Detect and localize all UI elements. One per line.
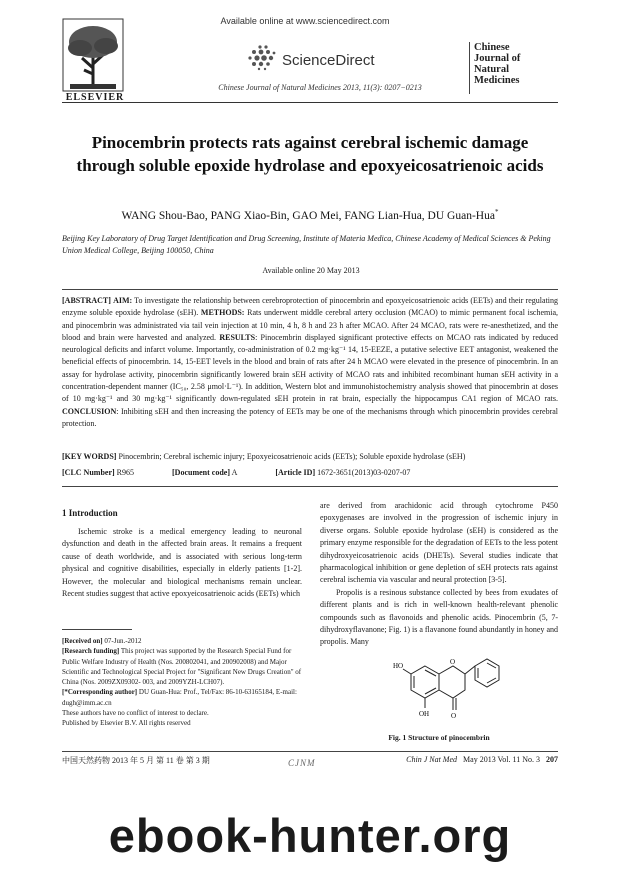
keywords-label: [KEY WORDS] bbox=[62, 452, 117, 461]
pinocembrin-structure bbox=[395, 648, 505, 728]
figure-caption: Fig. 1 Structure of pinocembrin bbox=[388, 733, 490, 742]
methods-text: Rats underwent middle cerebral artery occlusion (MCAO) to mimic permanent focal ischemia, and pinocembrin was administrated via tail vein injection at 10 min, 4 h, 8 h and 23 h after MCAO. After 24 MCAO, rats were re-anesthetized, and the blood and brain were harvested and analyzed. bbox=[62, 308, 559, 342]
corresponding-label: [*Corresponding author] bbox=[62, 688, 138, 697]
article-id bbox=[275, 468, 428, 477]
journal-name-line: Chinese bbox=[474, 42, 510, 53]
keywords-text: Pinocembrin; Cerebral ischemic injury; Epoxyeicosatrienoic acids (EETs); Soluble epoxide hydrolase (sEH) bbox=[118, 452, 466, 461]
abstract-top-rule bbox=[62, 289, 558, 290]
ketone-o-label: O bbox=[451, 712, 457, 720]
article-id-value: 1672-3651(2013)03-0207-07 bbox=[317, 468, 411, 477]
received-label: [Received on] bbox=[62, 637, 103, 645]
footer-issue: May 2013 Vol. 11 No. 3 bbox=[463, 755, 540, 764]
oh-label: OH bbox=[419, 710, 430, 718]
ring-o-label: O bbox=[450, 658, 456, 666]
body-paragraph: Propolis is a resinous substance collected by bees from exudates of different plants and is rich in well-known health-relevant phenolic compounds such as flavonoids and phenolic acids. Pinocembrin (5, 7-dihydroxyflavanone; Fig. 1) is a flavanone found abundantly in honey and propolis. Many bbox=[320, 587, 558, 647]
affiliation: Beijing Key Laboratory of Drug Target Identification and Drug Screening, Institute of Materia Medica, Chinese Academy of Medical Sciences & Peking Union Medical College, Beijing 100050, China bbox=[62, 234, 551, 255]
cjnm-logo: CJNM bbox=[288, 758, 316, 768]
author-names: WANG Shou-Bao, PANG Xiao-Bin, GAO Mei, FANG Lian-Hua, DU Guan-Hua bbox=[121, 209, 495, 222]
sciencedirect-brand: ScienceDirect bbox=[282, 52, 375, 69]
funding-text: This project was supported by the Research Special Fund for Public Welfare Industry of Health (Nos. 200802041, and 200902008) and Major Scientific and Technological Special Project for "Significant New Drugs Creation" of China (Nos. 2009ZX09302- 003, and 2009YZH-LCH07). bbox=[62, 647, 302, 687]
publisher-name: ELSEVIER bbox=[65, 92, 125, 103]
corresponding-mark: * bbox=[494, 208, 499, 216]
clc-value: R965 bbox=[116, 468, 135, 477]
footer-right bbox=[360, 755, 558, 764]
funding-note bbox=[62, 646, 302, 687]
right-column bbox=[320, 500, 558, 649]
footer-rule bbox=[62, 751, 558, 752]
author-list bbox=[70, 208, 550, 222]
clc-number bbox=[62, 468, 152, 477]
corresponding-note bbox=[62, 687, 302, 708]
journal-citation: Chinese Journal of Natural Medicines 2013, 11(3): 0207−0213 bbox=[218, 83, 422, 92]
conclusion-text: : Inhibiting sEH and then increasing the potency of EETs may be one of the mechanisms through which pinocembrin provides cerebral protection. bbox=[62, 406, 558, 428]
footnotes bbox=[62, 636, 302, 729]
left-column bbox=[62, 526, 302, 600]
results-label: RESULTS bbox=[219, 332, 256, 342]
aim-text: To investigate the relationship between cerebroprotection of pinocembrin and epoxyeicosatrienoic acids (EETs) and their regulating enzyme soluble epoxide hydrolase (sEH). bbox=[62, 296, 559, 318]
body-paragraph: Ischemic stroke is a medical emergency leading to neuronal dysfunction and death in the affected brain areas. It remains a frequent cause of death worldwide, and is associated with serious long-term physical and cognitive disabilities, especially in elderly patients [1-2]. However, the molecular and biological mechanisms remain unclear. Recent studies suggest that active epoxyeicosatrienoic acids (EETs) which bbox=[62, 527, 302, 599]
received-date: 07-Jun.-2012 bbox=[104, 637, 142, 645]
conflict-note: These authors have no conflict of interest to declare. bbox=[62, 709, 209, 718]
section-heading: 1 Introduction bbox=[62, 508, 118, 518]
abstract-bottom-rule bbox=[62, 486, 558, 487]
document-code bbox=[172, 468, 255, 477]
corresponding-text: DU Guan-Hua: Prof., Tel/Fax: 86-10-63165184, E-mail: dugh@imm.ac.cn bbox=[62, 688, 297, 707]
aim-label: AIM: bbox=[113, 296, 133, 305]
journal-name-line: Journal of bbox=[474, 53, 521, 64]
article-title: Pinocembrin protects rats against cerebral ischemic damage through soluble epoxide hydrolase and epoxyeicosatrienoic acids bbox=[76, 133, 544, 175]
journal-name-block bbox=[469, 42, 564, 94]
journal-name-line: Medicines bbox=[474, 75, 520, 86]
footer-journal: Chin J Nat Med bbox=[406, 755, 458, 764]
classification-line bbox=[62, 468, 558, 477]
conclusion-label: CONCLUSION bbox=[62, 406, 117, 416]
available-online-text: Available online at www.sciencedirect.com bbox=[220, 16, 390, 26]
doc-code-label: [Document code] bbox=[172, 468, 230, 477]
article-id-label: [Article ID] bbox=[275, 468, 316, 477]
elsevier-tree-logo bbox=[62, 18, 124, 96]
clc-label: [CLC Number] bbox=[62, 468, 115, 477]
doc-code-value: A bbox=[231, 468, 238, 477]
results-text: : Pinocembrin displayed significant protective effects on MCAO rats indicated by reduced neurological deficits and infarct volume. Importantly, co-administration of 0.2 mg·kg⁻¹ 14, 15-EEZE, a putative selective EET antagonist, weakened the beneficial effects of pinocembrin. 14, 15-EET levels in the blood and brain of rats after 24 h MCAO were elevated in the presence of pinocembrin. In an assay for hydrolase activity, pinocembrin significantly lowered brain sEH activity of MCAO rats and inhibited recombinant human sEH activity in a concentration-dependent manner (IC₅₀, 2.58 μmol·L⁻¹). In addition, Western blot and immunohistochemistry analysis showed that pinocembrin at doses of 10 mg·kg⁻¹ and 30 mg·kg⁻¹ significantly down-regulated sEH protein in rat brain, especially the hippocampus CA1 region of MCAO rats. bbox=[62, 332, 558, 404]
header-rule bbox=[62, 102, 558, 103]
methods-label: METHODS: bbox=[200, 308, 245, 318]
footer-left: 中国天然药物 2013 年 5 月 第 11 卷 第 3 期 bbox=[62, 756, 210, 765]
journal-name-line: Natural bbox=[474, 64, 509, 75]
abstract-label: [ABSTRACT] bbox=[62, 296, 111, 305]
footnote-rule bbox=[62, 629, 132, 630]
keywords bbox=[62, 451, 558, 463]
body-paragraph: are derived from arachidonic acid through cytochrome P450 epoxygenases are involved in the progression of ischemic injury in diverse organs. Soluble epoxide hydrolase (sEH) is considered as the primary enzyme responsible for the degradation of EETs to the less potent dihydroxyeicosatrienoic acids (DHETs). Several studies indicate that pharmacological inhibition or gene depletion of sEH protects rats against cerebral ischemia via vascular and neural protection [3-5]. bbox=[320, 501, 558, 585]
sciencedirect-dots-icon bbox=[246, 44, 280, 70]
published-note: Published by Elsevier B.V. All rights reserved bbox=[62, 719, 191, 728]
watermark-text: ebook-hunter.org bbox=[108, 809, 512, 862]
received-note bbox=[62, 636, 302, 646]
abstract-block bbox=[62, 295, 558, 430]
funding-label: [Research funding] bbox=[62, 647, 120, 656]
available-date: Available online 20 May 2013 bbox=[262, 266, 360, 275]
page-number: 207 bbox=[546, 755, 558, 764]
ho-label: HO bbox=[393, 662, 404, 670]
